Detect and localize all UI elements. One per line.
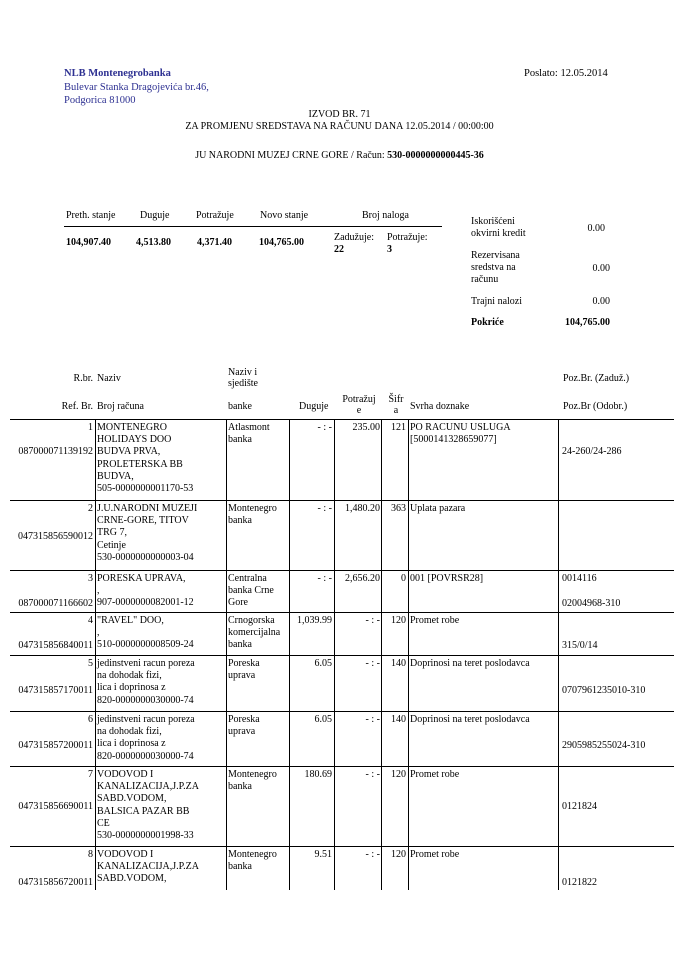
column-divider <box>289 612 290 655</box>
cell-bank: Crnogorska komercijalna banka <box>228 615 281 651</box>
column-divider <box>408 655 409 711</box>
zaduzuje-label: Zadužuje: <box>334 232 374 243</box>
cover-label: Pokriće <box>471 317 504 328</box>
cell-rbr: 2 <box>88 503 93 514</box>
row-divider <box>10 500 674 501</box>
col-header-naziv: Naziv <box>97 373 121 384</box>
cell-rbr: 7 <box>88 769 93 780</box>
column-divider <box>226 766 227 846</box>
column-divider <box>95 766 96 846</box>
column-divider <box>289 500 290 570</box>
column-divider <box>226 570 227 612</box>
column-divider <box>226 419 227 500</box>
column-divider <box>381 570 382 612</box>
column-divider <box>408 500 409 570</box>
column-divider <box>289 846 290 890</box>
col-header-sifra: Šifr a <box>388 394 404 416</box>
cell-rbr: 1 <box>88 422 93 433</box>
cell-rbr: 4 <box>88 615 93 626</box>
cell-rbr: 5 <box>88 658 93 669</box>
column-divider <box>558 500 559 570</box>
col-header-refbr: Ref. Br. <box>61 401 93 412</box>
summary-prev-balance: 104,907.40 <box>66 237 111 248</box>
potrazuje-value: 3 <box>387 244 392 255</box>
standing-orders-value: 0.00 <box>592 296 610 307</box>
column-divider <box>334 846 335 890</box>
column-divider <box>95 570 96 612</box>
cell-poz-odobr: 0121822 <box>562 877 597 888</box>
cell-debit: 6.05 <box>314 714 332 725</box>
summary-credit: 4,371.40 <box>197 237 232 248</box>
col-header-potrazuje: Potražuj e <box>342 394 376 416</box>
column-divider <box>289 655 290 711</box>
column-divider <box>334 612 335 655</box>
cell-code: 121 <box>391 422 406 433</box>
account-number: 530-0000000000445-36 <box>387 150 484 161</box>
cover-value: 104,765.00 <box>565 317 610 328</box>
cell-purpose: Promet robe <box>410 615 460 626</box>
cell-purpose: PO RACUNU USLUGA [5000141328659077] <box>410 422 511 446</box>
cell-purpose: Doprinosi na teret poslodavca <box>410 658 530 669</box>
column-divider <box>289 711 290 766</box>
cell-naziv: VODOVOD I KANALIZACIJA,J.P.ZA SABD.VODOM, <box>97 849 199 885</box>
column-divider <box>408 766 409 846</box>
column-divider <box>95 655 96 711</box>
cell-poz-zad: 0014116 <box>562 573 597 584</box>
column-divider <box>95 419 96 500</box>
column-divider <box>558 612 559 655</box>
column-divider <box>334 711 335 766</box>
cell-ref: 047315856840011 <box>18 640 93 651</box>
cell-purpose: Uplata pazara <box>410 503 466 514</box>
cell-purpose: Doprinosi na teret poslodavca <box>410 714 530 725</box>
zaduzuje-value: 22 <box>334 244 344 255</box>
cell-bank: Atlasmont banka <box>228 422 270 446</box>
column-divider <box>558 419 559 500</box>
cell-debit: 6.05 <box>314 658 332 669</box>
cell-credit: 2,656.20 <box>345 573 380 584</box>
cell-credit: - : - <box>365 658 380 669</box>
summary-new-balance: 104,765.00 <box>259 237 304 248</box>
cell-ref: 047315856720011 <box>18 877 93 888</box>
cell-debit: - : - <box>317 503 332 514</box>
cell-code: 140 <box>391 714 406 725</box>
column-divider <box>226 711 227 766</box>
cell-naziv: MONTENEGRO HOLIDAYS DOO BUDVA PRVA, PROLETERSKA BB BUDVA, 505-0000000001170-53 <box>97 422 194 495</box>
col-header-svrha: Svrha doznake <box>410 401 470 412</box>
column-divider <box>558 846 559 890</box>
column-divider <box>334 500 335 570</box>
cell-naziv: VODOVOD I KANALIZACIJA,J.P.ZA SABD.VODOM, BALSICA PAZAR BB CE 530-0000000001998-33 <box>97 769 199 842</box>
credit-value: 0.00 <box>587 223 605 234</box>
cell-code: 363 <box>391 503 406 514</box>
col-header-poz-zad: Poz.Br. (Zaduž.) <box>563 373 630 384</box>
cell-credit: 1,480.20 <box>345 503 380 514</box>
column-divider <box>334 766 335 846</box>
column-divider <box>289 766 290 846</box>
row-divider <box>10 711 674 712</box>
column-divider <box>408 711 409 766</box>
column-divider <box>558 711 559 766</box>
cell-purpose: Promet robe <box>410 769 460 780</box>
col-header-banke: banke <box>228 401 252 412</box>
cell-ref: 047315857170011 <box>18 685 93 696</box>
cell-code: 120 <box>391 849 406 860</box>
account-owner: JU NARODNI MUZEJ CRNE GORE / Račun: <box>195 150 388 161</box>
cell-credit: 235.00 <box>352 422 380 433</box>
bank-name: NLB Montenegrobanka <box>64 68 171 79</box>
statement-subtitle: ZA PROMJENU SREDSTAVA NA RAČUNU DANA 12.05.2014 / 00:00:00 <box>185 121 494 132</box>
summary-header-new: Novo stanje <box>260 210 309 221</box>
cell-bank: Poreska uprava <box>228 658 260 682</box>
col-header-naziv-sjediste: Naziv i sjedište <box>228 367 258 389</box>
column-divider <box>95 500 96 570</box>
column-divider <box>226 612 227 655</box>
standing-orders-label: Trajni nalozi <box>471 296 523 307</box>
col-header-rbr: R.br. <box>73 373 93 384</box>
cell-poz-odobr: 0121824 <box>562 801 597 812</box>
cell-ref: 047315856590012 <box>18 531 93 542</box>
cell-ref: 047315857200011 <box>18 740 93 751</box>
cell-code: 120 <box>391 769 406 780</box>
sent-date: Poslato: 12.05.2014 <box>524 68 608 79</box>
cell-debit: 9.51 <box>314 849 332 860</box>
column-divider <box>334 570 335 612</box>
cell-poz-odobr: 24-260/24-286 <box>562 446 622 457</box>
summary-header-credit: Potražuje <box>196 210 234 221</box>
account-line <box>0 150 679 162</box>
summary-header-debit: Duguje <box>140 210 170 221</box>
column-divider <box>381 500 382 570</box>
column-divider <box>408 570 409 612</box>
cell-debit: - : - <box>317 422 332 433</box>
column-divider <box>558 655 559 711</box>
column-divider <box>226 846 227 890</box>
col-header-broj-racuna: Broj računa <box>97 401 144 412</box>
reserved-value: 0.00 <box>592 263 610 274</box>
row-divider <box>10 846 674 847</box>
bank-address-line1: Bulevar Stanka Dragojevića br.46, <box>64 82 209 93</box>
cell-ref: 087000071139192 <box>18 446 93 457</box>
cell-rbr: 6 <box>88 714 93 725</box>
cell-credit: - : - <box>365 769 380 780</box>
column-divider <box>381 846 382 890</box>
cell-ref: 047315856690011 <box>18 801 93 812</box>
column-divider <box>95 612 96 655</box>
table-top-border <box>10 419 674 420</box>
cell-rbr: 8 <box>88 849 93 860</box>
credit-label: Iskorišćeni okvirni kredit <box>471 216 526 239</box>
cell-debit: 180.69 <box>304 769 332 780</box>
column-divider <box>381 766 382 846</box>
cell-purpose: 001 [POVRSR28] <box>410 573 484 584</box>
row-divider <box>10 766 674 767</box>
summary-debit: 4,513.80 <box>136 237 171 248</box>
cell-naziv: "RAVEL" DOO, , 510-0000000008509-24 <box>97 615 194 651</box>
cell-purpose: Promet robe <box>410 849 460 860</box>
row-divider <box>10 655 674 656</box>
column-divider <box>226 500 227 570</box>
column-divider <box>381 612 382 655</box>
cell-poz-odobr: 315/0/14 <box>562 640 598 651</box>
cell-bank: Montenegro banka <box>228 503 277 527</box>
cell-naziv: jedinstveni racun poreza na dohodak fizi, lica i doprinosa z 820-0000000030000-74 <box>97 658 195 706</box>
cell-naziv: J.U.NARODNI MUZEJI CRNE-GORE, TITOV TRG 7, Cetinje 530-0000000000003-04 <box>97 503 198 563</box>
summary-header-count: Broj naloga <box>362 210 409 221</box>
cell-credit: - : - <box>365 615 380 626</box>
cell-code: 0 <box>401 573 406 584</box>
cell-bank: Poreska uprava <box>228 714 260 738</box>
column-divider <box>289 570 290 612</box>
cell-bank: Montenegro banka <box>228 849 277 873</box>
cell-code: 120 <box>391 615 406 626</box>
column-divider <box>381 655 382 711</box>
row-divider <box>10 612 674 613</box>
cell-poz-odobr: 0707961235010-310 <box>562 685 646 696</box>
cell-poz-odobr: 2905985255024-310 <box>562 740 646 751</box>
cell-debit: - : - <box>317 573 332 584</box>
column-divider <box>558 766 559 846</box>
summary-header-prev: Preth. stanje <box>66 210 116 221</box>
column-divider <box>226 655 227 711</box>
column-divider <box>381 711 382 766</box>
statement-number: IZVOD BR. 71 <box>308 109 371 120</box>
cell-credit: - : - <box>365 714 380 725</box>
column-divider <box>95 711 96 766</box>
cell-bank: Centralna banka Crne Gore <box>228 573 274 609</box>
column-divider <box>334 655 335 711</box>
cell-rbr: 3 <box>88 573 93 584</box>
col-header-duguje: Duguje <box>299 401 329 412</box>
summary-divider <box>64 226 442 227</box>
cell-code: 140 <box>391 658 406 669</box>
column-divider <box>289 419 290 500</box>
reserved-label: Rezervisana sredstva na računu <box>471 250 520 285</box>
row-divider <box>10 570 674 571</box>
cell-credit: - : - <box>365 849 380 860</box>
cell-bank: Montenegro banka <box>228 769 277 793</box>
cell-naziv: PORESKA UPRAVA, , 907-0000000082001-12 <box>97 573 194 609</box>
column-divider <box>408 419 409 500</box>
column-divider <box>558 570 559 612</box>
column-divider <box>334 419 335 500</box>
cell-poz-odobr: 02004968-310 <box>562 598 621 609</box>
column-divider <box>95 846 96 890</box>
cell-naziv: jedinstveni racun poreza na dohodak fizi, lica i doprinosa z 820-0000000030000-74 <box>97 714 195 762</box>
potrazuje-label: Potražuje: <box>387 232 428 243</box>
bank-address-line2: Podgorica 81000 <box>64 95 136 106</box>
col-header-poz-odobr: Poz.Br (Odobr.) <box>563 401 628 412</box>
column-divider <box>408 612 409 655</box>
cell-ref: 087000071166602 <box>18 598 93 609</box>
column-divider <box>408 846 409 890</box>
cell-debit: 1,039.99 <box>297 615 332 626</box>
column-divider <box>381 419 382 500</box>
